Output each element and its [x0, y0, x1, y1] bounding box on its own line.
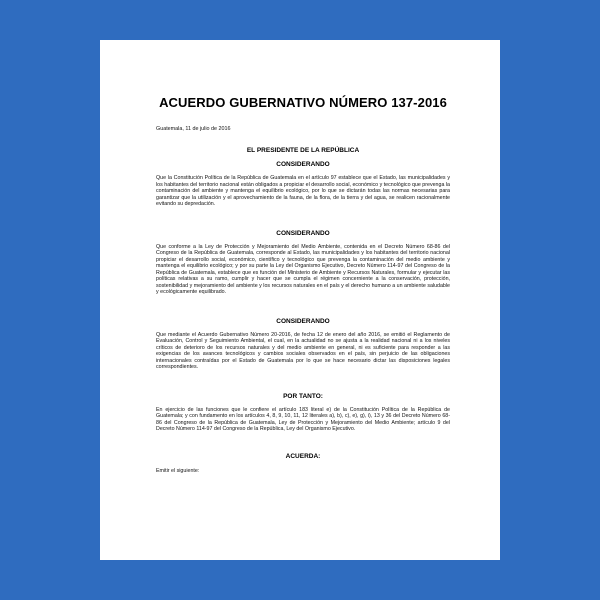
section-heading: CONSIDERANDO	[276, 229, 330, 237]
section-paragraph: Que conforme a la Ley de Protección y Mejoramiento del Medio Ambiente, contenida en el Decreto Número 68-86 del Congreso de la República de Guatemala, corresponde al Estado, las municipalidades y los habitantes del territorio nacional propiciar el desarrollo social, económico, científico y tecnológico que prevenga la contaminación del medio ambiente y mantenga el equilibrio ecológico; y por su parte la Ley del Organismo Ejecutivo, Decreto Número 114-97 del Congreso de la República de Guatemala, establece que es función del Ministerio de Ambiente y Recursos Naturales, formular y ejecutar las políticas relativas a su ramo, cumplir y hacer que se cumpla el régimen concerniente a la conservación, protección, sostenibilidad y mejoramiento del ambiente y los recursos naturales en el país y el derecho humano a un ambiente saludable y ecológicamente equilibrado.	[156, 243, 450, 295]
section-paragraph: En ejercicio de las funciones que le confiere el artículo 183 literal e) de la Constitución Política de la República de Guatemala; y con fundamento en los artículos 4, 8, 9, 10, 11, 12 literales a), b), c), e), g), i), 13 y 36 del Decreto Número 68-86 del Congreso de la República de Guatemala, Ley de Protección y Mejoramiento del Medio Ambiente; artículo 9 del Decreto Número 114-97 del Congreso de la República, Ley del Organismo Ejecutivo.	[156, 406, 450, 432]
president-heading: EL PRESIDENTE DE LA REPÚBLICA	[246, 147, 360, 154]
section-heading: CONSIDERANDO	[276, 161, 330, 168]
section-paragraph: Que la Constitución Política de la República de Guatemala en el artículo 97 establece que el Estado, las municipalidades y los habitantes del territorio nacional están obligados a propiciar el desarrollo social, económico y tecnológico que prevenga la contaminación del ambiente y mantenga el equilibrio ecológico, por lo que se dictarán todas las normas necesarias para garantizar que la utilización y el aprovechamiento de la fauna, de la flora, de la tierra y del agua, se realicen racionalmente evitando su depredación.	[156, 175, 450, 207]
section-heading: CONSIDERANDO	[276, 317, 330, 325]
document-page	[100, 40, 500, 560]
document-date: Guatemala, 11 de julio de 2016	[156, 126, 231, 132]
acuerda-heading: ACUERDA:	[285, 452, 321, 460]
document-title: ACUERDO GUBERNATIVO NÚMERO 137-2016	[159, 95, 447, 110]
section-heading: POR TANTO:	[283, 392, 323, 400]
section-paragraph: Que mediante el Acuerdo Gubernativo Número 20-2016, de fecha 12 de enero del año 2016, se emitió el Reglamento de Evaluación, Control y Seguimiento Ambiental, el cual, en la actualidad no se ajusta a la realidad nacional ni a los niveles críticos de deterioro de los recursos naturales y del medio ambiente en general, ni es suficiente para responder a las exigencias de los avances tecnológicos y cambios sociales observados en el país, sin perjuicio de las obligaciones internacionales contraídas por el Estado de Guatemala por lo que se hace necesario dictar las disposiciones legales correspondientes.	[156, 331, 450, 370]
emit-text: Emitir el siguiente:	[156, 467, 200, 474]
